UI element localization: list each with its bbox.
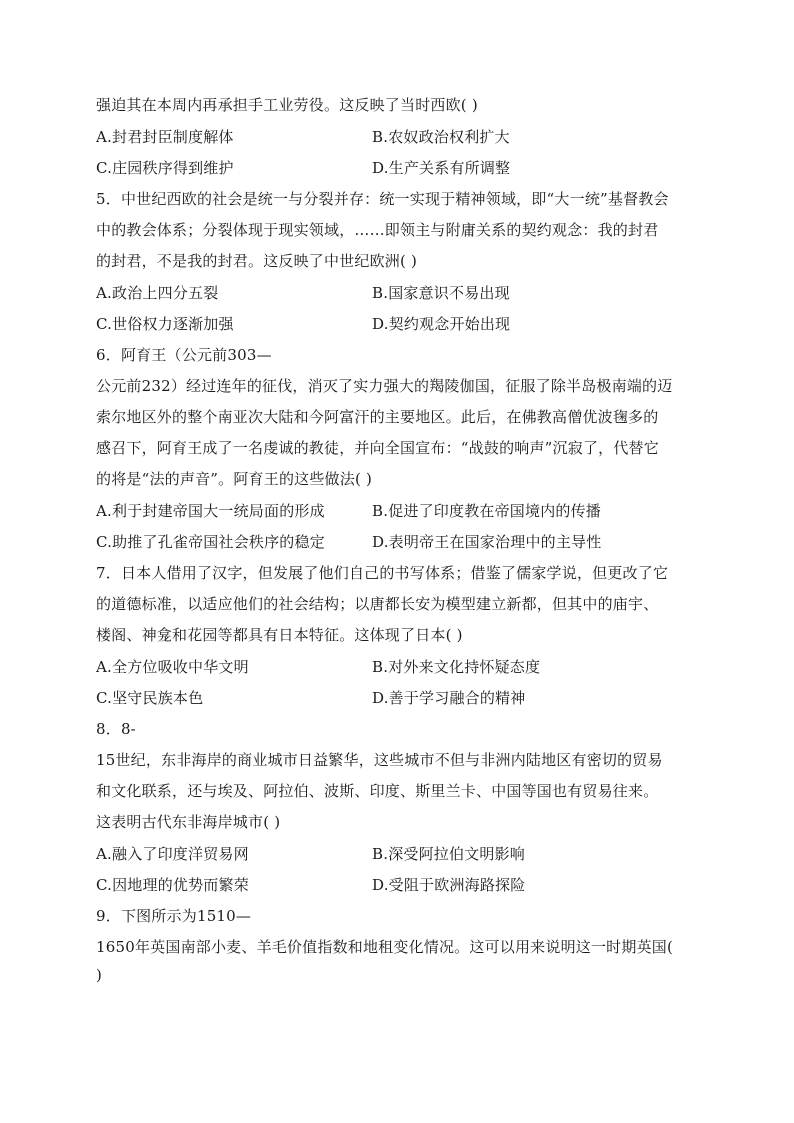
question-6-stem-line-5: 的将是“法的声音”。阿育王的这些做法( ) <box>96 470 373 488</box>
question-7-option-b: B.对外来文化持怀疑态度 <box>372 658 541 676</box>
question-4-stem-tail: 强迫其在本周内再承担手工业劳役。这反映了当时西欧( ) <box>96 96 478 114</box>
question-4-option-a: A.封君封臣制度解体 <box>96 128 234 146</box>
question-7-stem-line-2: 的道德标准，以适应他们的社会结构；以唐都长安为模型建立新都，但其中的庙宇、 <box>96 595 659 613</box>
question-5-option-a: A.政治上四分五裂 <box>96 284 219 302</box>
question-6-option-b: B.促进了印度教在帝国境内的传播 <box>372 502 601 520</box>
question-8-option-c: C.因地理的优势而繁荣 <box>96 876 249 894</box>
question-9-stem-line-1: 9．下图所示为1510— <box>96 907 252 925</box>
question-8-option-b: B.深受阿拉伯文明影响 <box>372 845 525 863</box>
question-8-stem-line-2: 15世纪，东非海岸的商业城市日益繁华，这些城市不但与非洲内陆地区有密切的贸易 <box>96 751 663 769</box>
question-6-stem-line-1: 6．阿育王（公元前303— <box>96 346 272 364</box>
question-6-stem-line-4: 感召下，阿育王成了一名虔诚的教徒，并向全国宣布：“战鼓的响声”沉寂了，代替它 <box>96 439 659 457</box>
question-7-stem-line-3: 楼阁、神龛和花园等都具有日本特征。这体现了日本( ) <box>96 626 463 644</box>
question-7-option-d: D.善于学习融合的精神 <box>372 689 526 707</box>
question-8-option-d: D.受阻于欧洲海路探险 <box>372 876 526 894</box>
question-5-stem-line-2: 中的教会体系；分裂体现于现实领域，……即领主与附庸关系的契约观念：我的封君 <box>96 221 659 239</box>
question-9-stem-line-3: ) <box>96 966 103 984</box>
question-5-option-d: D.契约观念开始出现 <box>372 315 511 333</box>
question-4-option-c: C.庄园秩序得到维护 <box>96 159 234 177</box>
question-5-option-b: B.国家意识不易出现 <box>372 284 510 302</box>
question-9-stem-line-2: 1650年英国南部小麦、羊毛价值指数和地租变化情况。这可以用来说明这一时期英国( <box>96 938 674 956</box>
question-7-option-c: C.坚守民族本色 <box>96 689 204 707</box>
question-6-option-d: D.表明帝王在国家治理中的主导性 <box>372 533 602 551</box>
question-5-stem-line-3: 的封君，不是我的封君。这反映了中世纪欧洲( ) <box>96 252 418 270</box>
question-8-option-a: A.融入了印度洋贸易网 <box>96 845 249 863</box>
question-4-option-b: B.农奴政治权利扩大 <box>372 128 510 146</box>
question-5-option-c: C.世俗权力逐渐加强 <box>96 315 234 333</box>
question-6-stem-line-3: 索尔地区外的整个南亚次大陆和今阿富汗的主要地区。此后，在佛教高僧优波毱多的 <box>96 408 659 426</box>
question-8-stem-line-1: 8．8- <box>96 720 136 738</box>
question-7-option-a: A.全方位吸收中华文明 <box>96 658 249 676</box>
question-6-option-a: A.利于封建帝国大一统局面的形成 <box>96 502 325 520</box>
question-8-stem-line-4: 这表明古代东非海岸城市( ) <box>96 813 281 831</box>
question-8-stem-line-3: 和文化联系，还与埃及、阿拉伯、波斯、印度、斯里兰卡、中国等国也有贸易往来。 <box>96 782 659 800</box>
question-5-stem-line-1: 5．中世纪西欧的社会是统一与分裂并存：统一实现于精神领域，即“大一统”基督教会 <box>96 190 669 208</box>
question-6-option-c: C.助推了孔雀帝国社会秩序的稳定 <box>96 533 325 551</box>
question-6-stem-line-2: 公元前232）经过连年的征伐，消灭了实力强大的羯陵伽国，征服了除半岛极南端的迈 <box>96 377 673 395</box>
question-7-stem-line-1: 7．日本人借用了汉字，但发展了他们自己的书写体系；借鉴了儒家学说，但更改了它 <box>96 564 669 582</box>
question-4-option-d: D.生产关系有所调整 <box>372 159 511 177</box>
